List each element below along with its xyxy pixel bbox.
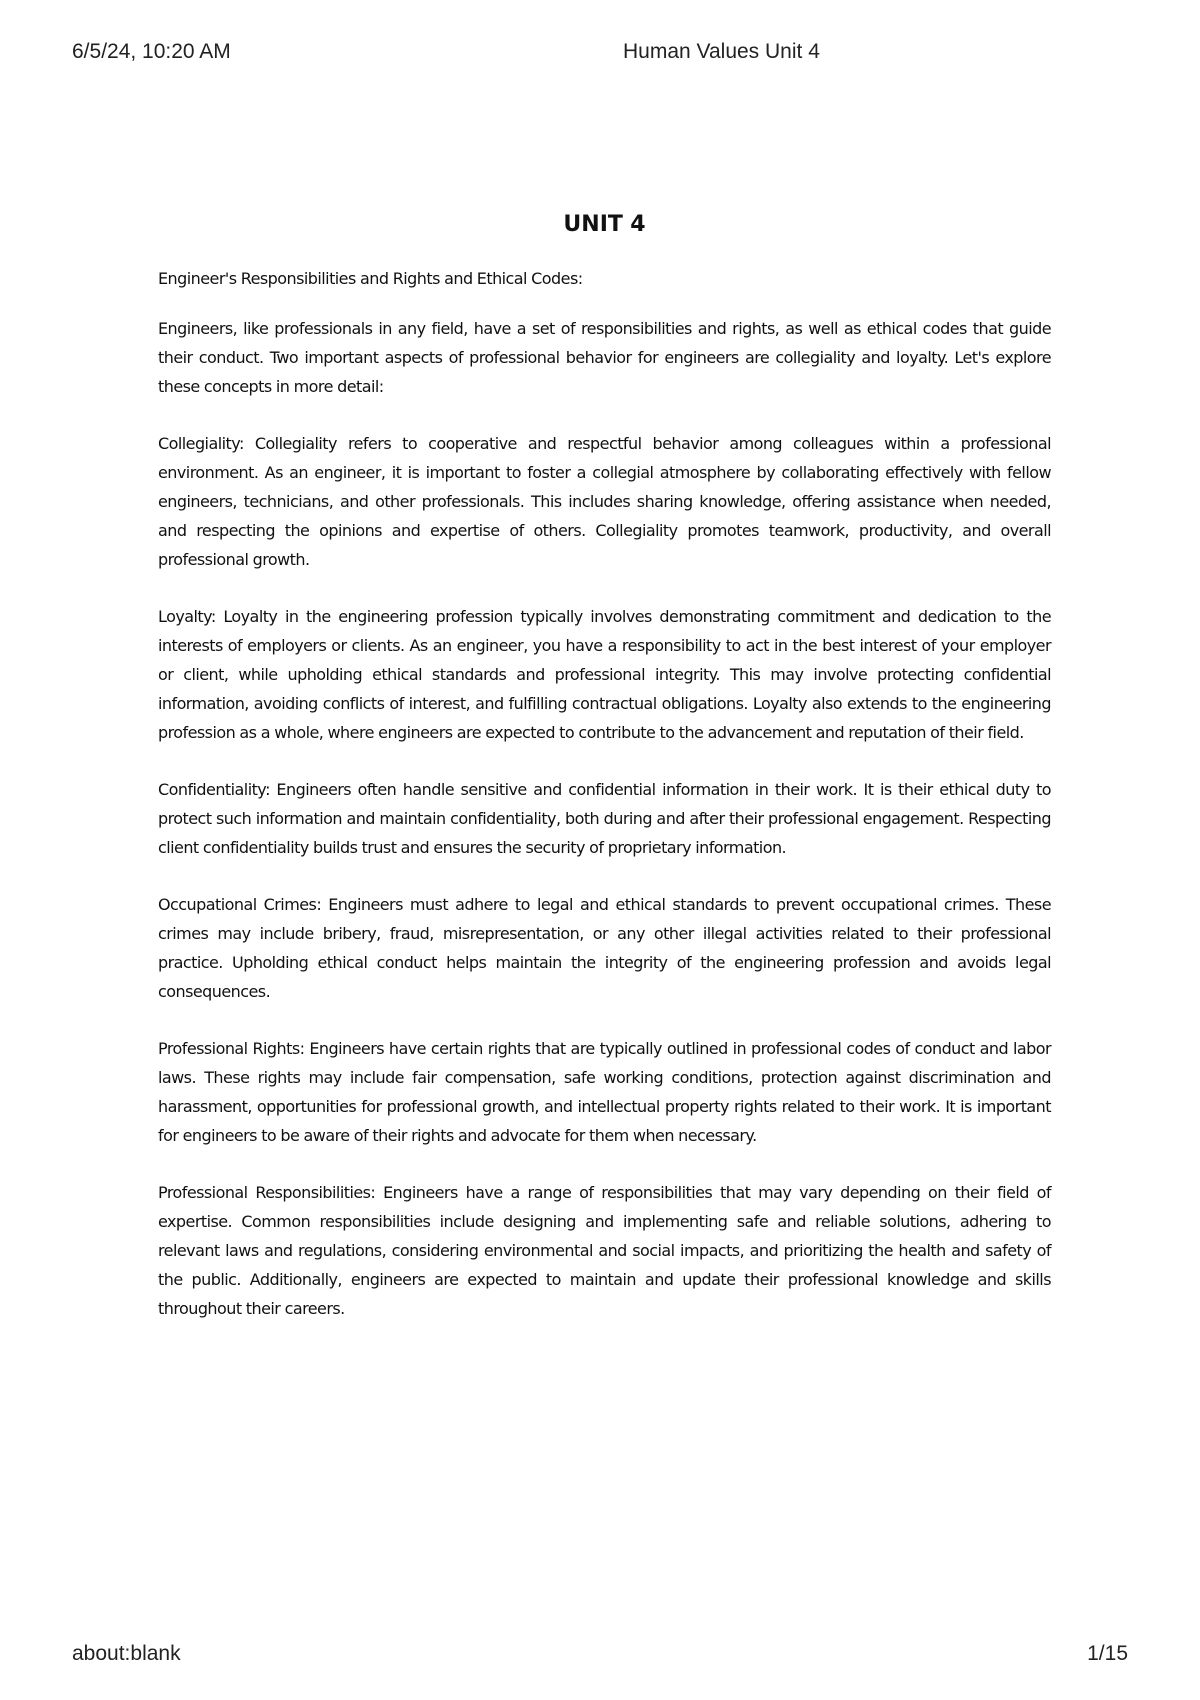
term-professional-rights: Professional Rights: bbox=[158, 1039, 305, 1058]
paragraph-professional-rights bbox=[158, 1034, 1051, 1150]
paragraph-occupational-crimes bbox=[158, 890, 1051, 1006]
page-number: 1/15 bbox=[1087, 1642, 1128, 1665]
section-heading: Engineer's Responsibilities and Rights and Ethical Codes: bbox=[158, 269, 583, 288]
print-datetime: 6/5/24, 10:20 AM bbox=[72, 40, 231, 63]
print-footer bbox=[72, 1642, 1128, 1672]
paragraph-professional-responsibilities bbox=[158, 1178, 1051, 1323]
term-occupational-crimes: Occupational Crimes: bbox=[158, 895, 322, 914]
term-professional-responsibilities: Professional Responsibilities: bbox=[158, 1183, 376, 1202]
intro-paragraph: Engineers, like professionals in any field, have a set of responsibilities and rights, as well as ethical codes that guide their conduct. Two important aspects of professional behavior for engineers are collegiality and loyalty. Let's explore these concepts in more detail: bbox=[158, 319, 1051, 396]
print-header bbox=[72, 40, 1128, 70]
text-loyalty: Loyalty in the engineering profession typically involves demonstrating commitment and dedication to the interests of employers or clients. As an engineer, you have a responsibility to act in the best interest of your employer or client, while upholding ethical standards and professional integrity. This may involve protecting confidential information, avoiding conflicts of interest, and fulfilling contractual obligations. Loyalty also extends to the engineering profession as a whole, where engineers are expected to contribute to the advancement and reputation of their field. bbox=[158, 607, 1051, 742]
term-collegiality: Collegiality: bbox=[158, 434, 244, 453]
text-professional-rights: Engineers have certain rights that are typically outlined in professional codes of conduct and labor laws. These rights may include fair compensation, safe working conditions, protection against discrimination and harassment, opportunities for professional growth, and intellectual property rights related to their work. It is important for engineers to be aware of their rights and advocate for them when necessary. bbox=[158, 1039, 1051, 1145]
term-confidentiality: Confidentiality: bbox=[158, 780, 270, 799]
text-confidentiality: Engineers often handle sensitive and confidential information in their work. It is their ethical duty to protect such information and maintain confidentiality, both during and after their professional engagement. Respecting client confidentiality builds trust and ensures the security of proprietary information. bbox=[158, 780, 1051, 857]
print-url: about:blank bbox=[72, 1642, 181, 1665]
paragraph-loyalty bbox=[158, 602, 1051, 747]
term-loyalty: Loyalty: bbox=[158, 607, 216, 626]
document-body bbox=[158, 210, 1051, 1351]
unit-title: UNIT 4 bbox=[563, 212, 646, 237]
paragraph-collegiality bbox=[158, 429, 1051, 574]
text-occupational-crimes: Engineers must adhere to legal and ethical standards to prevent occupational crimes. These crimes may include bribery, fraud, misrepresentation, or any other illegal activities related to their professional practice. Upholding ethical conduct helps maintain the integrity of the engineering profession and avoids legal consequences. bbox=[158, 895, 1051, 1001]
paragraph-confidentiality bbox=[158, 775, 1051, 862]
text-professional-responsibilities: Engineers have a range of responsibilities that may vary depending on their field of expertise. Common responsibilities include designing and implementing safe and reliable solutions, adhering to relevant laws and regulations, considering environmental and social impacts, and prioritizing the health and safety of the public. Additionally, engineers are expected to maintain and update their professional knowledge and skills throughout their careers. bbox=[158, 1183, 1051, 1318]
print-document-title: Human Values Unit 4 bbox=[623, 40, 820, 63]
text-collegiality: Collegiality refers to cooperative and respectful behavior among colleagues within a professional environment. As an engineer, it is important to foster a collegial atmosphere by collaborating effectively with fellow engineers, technicians, and other professionals. This includes sharing knowledge, offering assistance when needed, and respecting the opinions and expertise of others. Collegiality promotes teamwork, productivity, and overall professional growth. bbox=[158, 434, 1051, 569]
